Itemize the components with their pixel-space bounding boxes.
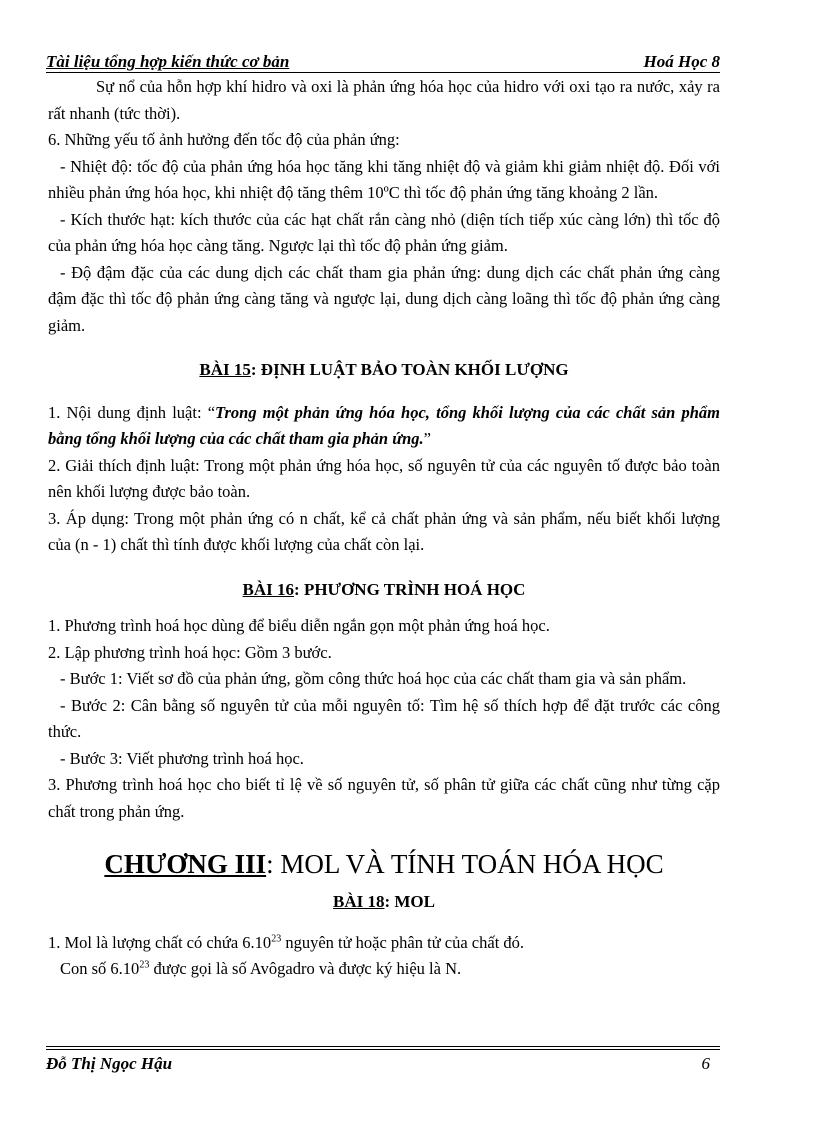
section-heading-bai16 [48, 577, 720, 604]
header-rule [46, 72, 720, 73]
page-number: 6 [701, 1054, 710, 1073]
paragraph: - Nhiệt độ: tốc độ của phản ứng hóa học tăng khi tăng nhiệt độ và giảm khi giảm nhiệt độ. Đối với nhiều phản ứng hóa học, khi nhiệt độ tăng thêm 10ºC thì tốc độ phản ứng tăng khoảng 2 lần. [48, 156, 720, 202]
chapter-heading [48, 847, 720, 881]
law-statement: Trong một phản ứng hóa học, tổng khối lượng của các chất sản phẩm bằng tổng khối lượng của các chất tham gia phản ứng. [48, 402, 721, 448]
exponent: 23 [271, 933, 282, 944]
paragraph: - Độ đậm đặc của các dung dịch các chất tham gia phản ứng: dung dịch các chất phản ứng càng đậm đặc thì tốc độ phản ứng càng tăng và ngược lại, dung dịch càng loãng thì tốc độ phản ứng càng giảm. [48, 262, 720, 335]
page-footer [46, 1052, 720, 1076]
footer-rule-top [46, 1046, 720, 1047]
section-label: BÀI 16 [242, 579, 295, 599]
footer-author: Đỗ Thị Ngọc Hậu [46, 1054, 173, 1073]
paragraph [48, 956, 720, 983]
paragraph [48, 930, 720, 957]
chapter-title: : MOL VÀ TÍNH TOÁN HÓA HỌC [266, 849, 664, 879]
section-heading-bai18 [48, 889, 720, 916]
section-title: : PHƯƠNG TRÌNH HOÁ HỌC [294, 579, 526, 599]
text-span: 1. Mol là lượng chất có chứa 6.10 [48, 932, 272, 952]
section-heading-bai15 [48, 357, 720, 384]
paragraph: 6. Những yếu tố ảnh hưởng đến tốc độ của phản ứng: [48, 130, 400, 149]
text-span: nguyên tử hoặc phân tử của chất đó. [281, 932, 525, 952]
list-item: - Bước 1: Viết sơ đồ của phản ứng, gồm công thức hoá học của các chất tham gia và sản phẩm. [60, 669, 687, 688]
footer-rule-bottom [46, 1049, 720, 1050]
list-item: 2. Lập phương trình hoá học: Gồm 3 bước. [48, 642, 332, 662]
paragraph: 3. Áp dụng: Trong một phản ứng có n chất, kể cả chất phản ứng và sản phẩm, nếu biết khối lượng của (n - 1) chất thì tính được khối lượng của chất còn lại. [48, 508, 720, 554]
header-subject: Hoá Học 8 [643, 52, 720, 71]
text-span: 1. Nội dung định luật: “ [48, 402, 216, 422]
page-header [46, 48, 720, 72]
section-label: BÀI 15 [199, 360, 251, 379]
list-item: - Bước 3: Viết phương trình hoá học. [60, 748, 304, 768]
paragraph: - Kích thước hạt: kích thước của các hạt chất rắn càng nhỏ (diện tích tiếp xúc càng lớn) thì tốc độ của phản ứng hóa học càng tăng. Ngược lại thì tốc độ phản ứng giảm. [48, 209, 720, 255]
paragraph: 2. Giải thích định luật: Trong một phản ứng hóa học, số nguyên tử của các nguyên tố được bảo toàn nên khối lượng được bảo toàn. [48, 455, 720, 501]
paragraph [48, 400, 720, 453]
header-doc-title: Tài liệu tổng hợp kiến thức cơ bản [46, 52, 290, 71]
page-content [48, 74, 720, 983]
list-item: - Bước 2: Cân bằng số nguyên tử của mỗi nguyên tố: Tìm hệ số thích hợp để đặt trước các công thức. [48, 695, 720, 741]
paragraph: Sự nổ của hỗn hợp khí hidro và oxi là phản ứng hóa học của hidro với oxi tạo ra nước, xảy ra rất nhanh (tức thời). [48, 77, 720, 123]
text-span: Con số 6.10 [60, 959, 140, 978]
list-item: 1. Phương trình hoá học dùng để biểu diễn ngắn gọn một phản ứng hoá học. [48, 616, 550, 635]
text-span: được gọi là số Avôgadro và được ký hiệu là N. [149, 959, 462, 978]
section-title: : MOL [384, 892, 435, 911]
section-title: : ĐỊNH LUẬT BẢO TOÀN KHỐI LƯỢNG [250, 360, 569, 379]
chapter-label: CHƯƠNG III [104, 849, 267, 879]
list-item: 3. Phương trình hoá học cho biết tỉ lệ về số nguyên tử, số phân tử giữa các chất cũng như từng cặp chất trong phản ứng. [48, 775, 720, 821]
exponent: 23 [139, 959, 150, 971]
section-label: BÀI 18 [332, 892, 385, 911]
text-span: ” [423, 429, 431, 448]
